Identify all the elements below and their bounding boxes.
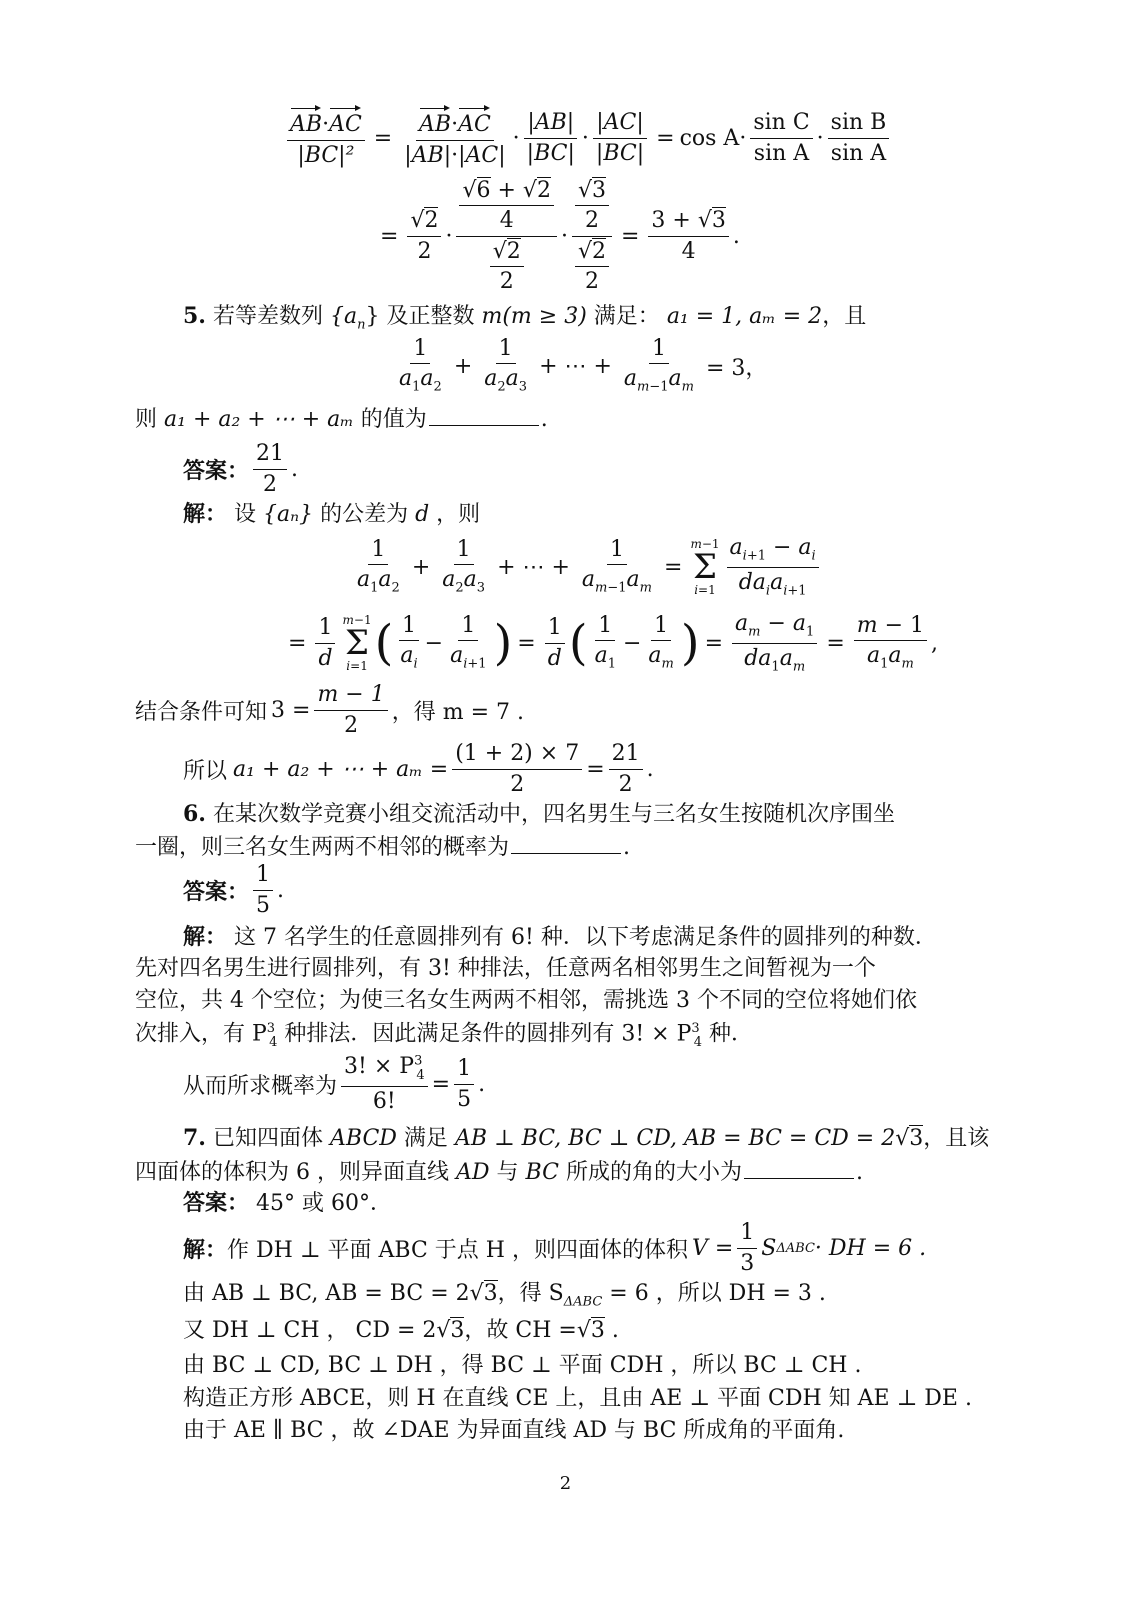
- answer-blank: [511, 835, 621, 854]
- text: 作 DH ⊥ 平面 ABC 于点 H ，则四面体的体积: [227, 1237, 688, 1263]
- dot: ·: [816, 125, 824, 151]
- problem7-solution-line2: 由 AB ⊥ BC, AB = BC = 2√3，得 $S_{\Delta ABC} = 6$ ，所以 DH = 3 .: [183, 1281, 826, 1310]
- dot: ·: [512, 125, 520, 151]
- text: 先对四名男生进行圆排列，有 3! 种排法，任意两名相邻男生之间暂视为一个: [135, 956, 876, 981]
- compound-fraction: $\frac{\frac{√6 + √2}{4}}{\frac{√2}{2}}$: [456, 178, 556, 294]
- bc-abs: |BC|: [595, 140, 645, 166]
- ab-abs: |AB|: [404, 142, 452, 168]
- numerator: m − 1: [317, 682, 385, 708]
- numerator: 21: [609, 741, 643, 769]
- equation-rhs: = 3，: [706, 355, 768, 381]
- dot: ·: [739, 125, 747, 151]
- problem6-solution-line4: [135, 1022, 753, 1049]
- numerator: 3! × P: [344, 1054, 415, 1080]
- fraction: $\frac{3 + √3}{4}$: [648, 208, 728, 264]
- denominator: 2: [618, 771, 633, 797]
- sin-a: sin A: [753, 140, 810, 166]
- fraction: [287, 108, 365, 168]
- text: 由 AB ⊥ BC, AB = BC = 2: [183, 1281, 470, 1306]
- line-ad: AD: [455, 1160, 490, 1185]
- radicand: 3: [909, 1126, 924, 1151]
- text: ，故 CH =: [464, 1318, 577, 1343]
- sin-a: sin A: [830, 140, 887, 166]
- problem-number: 5.: [183, 303, 206, 329]
- fraction: [524, 110, 578, 166]
- problem6-solution-line2: [135, 958, 876, 980]
- problem7-solution-line5: [183, 1388, 972, 1410]
- text: .: [604, 1318, 619, 1343]
- text: 这 7 名学生的任意圆排列有 6! 种．以下考虑满足条件的圆排列的种数．: [234, 925, 937, 950]
- numerator: 3: [651, 208, 666, 234]
- area-var: S: [761, 1235, 777, 1261]
- subscript: 4: [693, 1034, 702, 1050]
- problem7-solution-line3: 又 DH ⊥ CH ， CD = 2√3，故 CH =√3 .: [183, 1318, 619, 1343]
- problem7-solution-line4: [183, 1355, 861, 1377]
- text: 在某次数学竞赛小组交流活动中，四名男生与三名女生按随机次序围坐: [212, 802, 895, 827]
- answer-blank: [744, 1160, 854, 1179]
- compound-fraction: $\frac{\frac{√3}{2}}{\frac{√2}{2}}$: [572, 178, 612, 294]
- bc-abs: |BC|: [526, 140, 575, 166]
- text: ，得 m = 7 .: [391, 699, 524, 725]
- answer-label: 答案：: [183, 878, 250, 905]
- text: 已知四面体: [212, 1126, 323, 1151]
- vector-ab: AB: [419, 108, 451, 137]
- text: 满足：: [593, 304, 660, 329]
- condition: AB ⊥ BC, BC ⊥ CD, AB = BC = CD = 2: [454, 1126, 896, 1151]
- text: 空位，共 4 个空位；为使三名女生两两不相邻，需挑选 3 个不同的空位将她们依: [135, 988, 917, 1013]
- sum-expression: a₁ + a₂ + ⋯ + aₘ: [164, 407, 354, 432]
- problem-number: 7.: [183, 1125, 206, 1151]
- problem5-combine: [135, 683, 524, 737]
- text: ，得 S: [497, 1281, 564, 1306]
- problem5-final: 所以 a₁ + a₂ + ⋯ + aₘ = $\frac{(1 + 2) \times 7}{2}$ = $\frac{21}{2}$ .: [183, 741, 654, 797]
- problem7-solution-line1: [183, 1218, 926, 1278]
- sin-b: sin B: [828, 110, 890, 138]
- text: 一圈，则三名女生两两不相邻的概率为: [135, 835, 510, 860]
- subscript: 4: [269, 1034, 278, 1050]
- fraction: [828, 110, 890, 166]
- fraction: [750, 110, 812, 166]
- dot: ·: [322, 112, 330, 138]
- radicand: 3: [591, 177, 606, 203]
- numerator: 1: [737, 1220, 757, 1248]
- answer-value: 45° 或 60°．: [256, 1191, 392, 1216]
- radicand: 2: [591, 238, 606, 264]
- superscript: 3: [414, 1053, 423, 1069]
- m-condition: m(m ≥ 3): [481, 304, 587, 329]
- problem6-solution-line3: [135, 990, 917, 1012]
- radicand: 2: [506, 238, 521, 264]
- problem7-answer: [183, 1192, 392, 1215]
- text: 又 DH ⊥ CH ， CD = 2: [183, 1318, 437, 1343]
- denominator: 2: [344, 712, 359, 738]
- text: 结合条件可知: [135, 699, 268, 725]
- text: 则: [135, 407, 158, 432]
- vector-ac: AC: [458, 108, 491, 137]
- solution-label: 解：: [183, 501, 228, 527]
- vector-formula-line1: $\frac{AB\cdot AC}{\text{|BC|²}}$ = $\frac{AB\cdot AC}{|AB|\cdot|AC|}$ · $\frac{|AB|}{|BC|}$ · $\frac{|AC|}{|BC|}$ = cos A · $\frac{\text{sin C}}{\text{sin A}}$ · $\frac{\text{sin B}}{\text{sin A}}$: [283, 108, 893, 168]
- sequence: {a: [329, 304, 358, 329]
- text: 所以: [183, 758, 228, 784]
- superscript: 3: [691, 1021, 700, 1036]
- vector-ab: AB: [290, 108, 322, 137]
- dot: ·: [451, 142, 459, 168]
- page-number: 2: [559, 1473, 572, 1494]
- radicand: 3: [483, 1281, 498, 1306]
- problem5-equation: $\frac{1}{a_1a_2}$ + $\frac{1}{a_2a_3}$ + ⋯ + $\frac{1}{a_{m-1}a_m}$ = 3，: [399, 336, 768, 395]
- problem5-solution-intro: [183, 503, 480, 526]
- text: 的值为: [360, 407, 427, 432]
- problem7-line1: 7. 已知四面体 ABCD 满足 AB ⊥ BC, BC ⊥ CD, AB = BC = CD = 2√3，且该: [183, 1125, 990, 1151]
- dot: ·: [451, 112, 459, 138]
- solution-label: 解：: [183, 924, 228, 950]
- text: .: [540, 407, 548, 432]
- problem6-line2: 一圈，则三名女生两两不相邻的概率为 .: [135, 835, 631, 860]
- sequence: {aₙ}: [263, 502, 314, 527]
- sin-c: sin C: [750, 110, 812, 138]
- answer-blank: [429, 407, 539, 426]
- text: ，且该: [923, 1126, 990, 1151]
- text: } 及正整数: [365, 304, 475, 329]
- numerator: 21: [253, 441, 287, 469]
- sum-expression: a₁ + a₂ + ⋯ + aₘ =: [233, 756, 449, 782]
- subscript: ΔABC: [776, 1240, 815, 1256]
- solution-label: 解：: [183, 1236, 228, 1263]
- text: ，且: [822, 304, 867, 329]
- denominator: 3: [740, 1250, 755, 1276]
- dot: ·: [581, 125, 589, 151]
- text: 次排入，有 P: [135, 1021, 267, 1047]
- subscript: 4: [416, 1067, 425, 1083]
- problem6-line1: [183, 803, 895, 826]
- denominator: 6!: [372, 1088, 396, 1114]
- numerator: (1 + 2) × 7: [452, 741, 582, 769]
- text: 设: [234, 502, 257, 527]
- denominator: 2: [417, 238, 432, 264]
- problem7-line2: 四面体的体积为 6 ，则异面直线 AD 与 BC 所成的角的大小为 .: [135, 1160, 863, 1185]
- text: 种．: [701, 1021, 753, 1047]
- text: 与: [496, 1160, 519, 1185]
- problem5-statement: 5. 若等差数列 $\{a_n\}$ 及正整数 m(m ≥ 3) 满足： a₁ = 1, aₘ = 2，且: [183, 303, 867, 333]
- denominator: 4: [681, 238, 696, 264]
- text: 的公差为: [320, 502, 409, 527]
- text: · DH = 6 .: [814, 1235, 927, 1261]
- answer-label: 答案：: [183, 457, 250, 484]
- answer-label: 答案：: [183, 1190, 250, 1216]
- text: 四面体的体积为 6 ，则异面直线: [135, 1160, 449, 1185]
- text: 构造正方形 ABCE，则 H 在直线 CE 上，且由 AE ⊥ 平面 CDH 知 AE ⊥ DE .: [183, 1386, 972, 1411]
- fraction: [593, 110, 647, 166]
- var-d: d: [415, 502, 430, 527]
- text: 满足: [403, 1126, 448, 1151]
- denominator: 2: [584, 208, 599, 234]
- fraction: $\frac{√2}{2}$: [407, 208, 441, 264]
- volume-var: V =: [691, 1235, 734, 1261]
- numerator: 1: [253, 862, 273, 890]
- ab-abs: |AB|: [527, 110, 575, 136]
- text: 由 BC ⊥ CD, BC ⊥ DH ，得 BC ⊥ 平面 CDH ，所以 BC ⊥ CH .: [183, 1353, 862, 1378]
- problem5-derivation-line1: $\frac{1}{a_1a_2}$ + $\frac{1}{a_2a_3}$ + ⋯ + $\frac{1}{a_{m-1}a_m}$ = m−1 Σ i=1 $\frac{a_{i+1} - a_i}{da_ia_{i+1}}$: [350, 535, 823, 599]
- radicand: 2: [424, 208, 439, 234]
- ac-abs: |AC|: [596, 110, 644, 136]
- problem-number: 6.: [183, 801, 206, 827]
- denominator: 5: [256, 892, 271, 918]
- text: ，则: [436, 502, 481, 527]
- fraction: [401, 108, 508, 168]
- denominator: 4: [499, 208, 514, 234]
- superscript: 3: [266, 1021, 276, 1036]
- subscript: ΔABC: [563, 1294, 603, 1310]
- text: 种排法．因此满足条件的圆排列有 3! × P: [277, 1021, 692, 1047]
- line-bc: BC: [525, 1160, 559, 1185]
- radicand: 3: [711, 208, 726, 234]
- condition: a₁ = 1, aₘ = 2: [666, 304, 823, 329]
- vector-formula-line2: = $\frac{√2}{2}$ · $\frac{\frac{√6 + √2}{4}}{\frac{√2}{2}}$ · $\frac{\frac{√3}{2}}{\frac{√2}{2}}$ = $\frac{3 + √3}{4}$ .: [380, 177, 740, 294]
- text: 若等差数列: [212, 304, 323, 329]
- problem6-solution-line1: [183, 926, 937, 949]
- problem6-answer: 答案： $\frac{1}{5}$ .: [183, 862, 285, 918]
- ac-abs: |AC|: [458, 142, 506, 168]
- radicand: 3: [450, 1318, 465, 1343]
- radicand: 3: [590, 1318, 605, 1343]
- bc-squared: |BC|²: [297, 142, 355, 168]
- text: = 6 ，所以 DH = 3 .: [602, 1281, 826, 1306]
- radicand: 6: [476, 177, 491, 203]
- problem7-solution-line6: [183, 1420, 844, 1442]
- text: =: [586, 756, 605, 782]
- denominator: 5: [457, 1086, 472, 1112]
- text: 所成的角的大小为: [565, 1160, 742, 1185]
- denominator: 2: [584, 268, 599, 294]
- radicand: 2: [536, 177, 551, 203]
- text: 从而所求概率为: [183, 1073, 338, 1099]
- denominator: 2: [263, 471, 278, 497]
- problem6-probability: 从而所求概率为 $\frac{3! \times P^3_4}{6!}$ = $\frac{1}{5}$ .: [183, 1053, 486, 1114]
- denominator: 2: [499, 268, 514, 294]
- vector-ac: AC: [329, 108, 362, 137]
- text: 3 =: [271, 697, 311, 723]
- problem5-derivation-line2: = $\frac{1}{d}$ m−1 Σ i=1 ( $\frac{1}{a_i}$ − $\frac{1}{a_{i+1}}$ ) = $\frac{1}{d}$ ( $\frac{1}{a_1}$ − $\frac{1}{a_m}$ ) = $\frac{a_m - a_1}{da_1a_m}$ = $\frac{m - 1}{a_1a_m}$ ,: [288, 611, 939, 674]
- denominator: 2: [510, 771, 525, 797]
- problem5-answer: 答案： $\frac{21}{2}$ .: [183, 441, 299, 497]
- tetrahedron-name: ABCD: [329, 1126, 397, 1151]
- numerator: 1: [454, 1056, 474, 1084]
- text: 由于 AE ∥ BC ，故 ∠DAE 为异面直线 AD 与 BC 所成角的平面角.: [183, 1418, 845, 1443]
- cos-a: cos A: [679, 125, 740, 151]
- problem5-question: [135, 407, 548, 431]
